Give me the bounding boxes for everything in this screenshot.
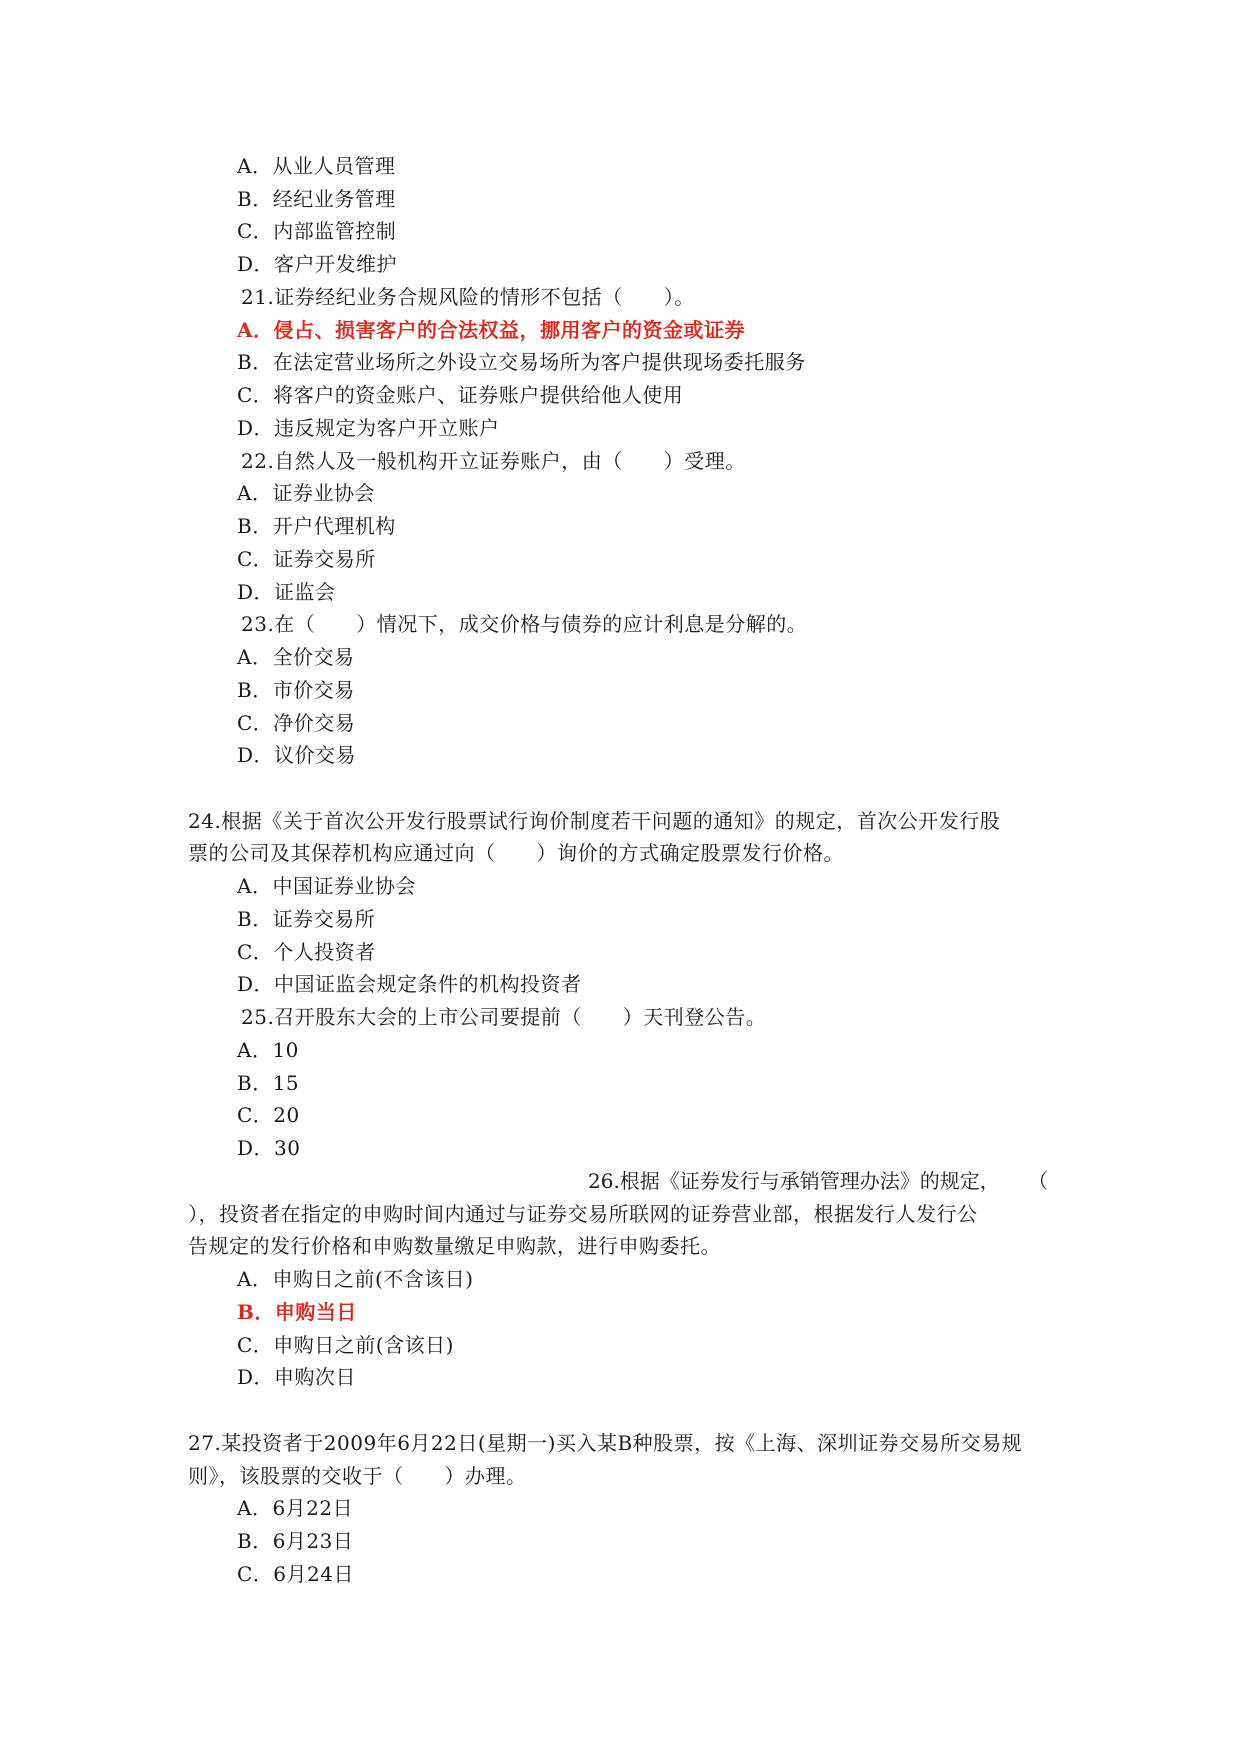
question-27-line-2: 则》，该股票的交收于（ ）办理。 xyxy=(188,1464,527,1488)
option-d: D．申购次日 xyxy=(237,1365,357,1389)
question-27-line-1: 27.某投资者于2009年6月22日(星期一)买入某B种股票，按《上海、深圳证券交易所交易规 xyxy=(188,1431,1023,1455)
question-26-text: 26.根据《证券发行与承销管理办法》的规定， xyxy=(588,1169,1000,1193)
option-b: B．6月23日 xyxy=(237,1529,354,1553)
question-24-line-2: 票的公司及其保荐机构应通过向（ ）询价的方式确定股票发行价格。 xyxy=(188,841,844,865)
option-a: A．中国证券业协会 xyxy=(237,874,416,898)
question-26-paren: （ xyxy=(1028,1169,1048,1193)
question-25: 25.召开股东大会的上市公司要提前（ ）天刊登公告。 xyxy=(241,1005,767,1029)
option-c: C．申购日之前(含该日) xyxy=(237,1333,454,1357)
question-26-line-3: 告规定的发行价格和申购数量缴足申购款，进行申购委托。 xyxy=(188,1234,721,1258)
option-a: A．从业人员管理 xyxy=(237,154,396,178)
option-c: C．个人投资者 xyxy=(237,940,376,964)
option-a: A．全价交易 xyxy=(237,645,355,669)
option-b: B．经纪业务管理 xyxy=(237,187,396,211)
option-a-answer: A．侵占、损害客户的合法权益，挪用客户的资金或证券 xyxy=(237,318,746,342)
option-d: D．客户开发维护 xyxy=(237,252,398,276)
option-b-answer: B．申购当日 xyxy=(237,1300,357,1324)
option-d: D．议价交易 xyxy=(237,743,357,767)
question-21: 21.证券经纪业务合规风险的情形不包括（ ）。 xyxy=(241,285,695,309)
question-23: 23.在（ ）情况下，成交价格与债券的应计利息是分解的。 xyxy=(241,612,808,636)
option-d: D．中国证监会规定条件的机构投资者 xyxy=(237,972,582,996)
option-c: C．6月24日 xyxy=(237,1562,354,1586)
question-24-line-1: 24.根据《关于首次公开发行股票试行询价制度若干问题的通知》的规定，首次公开发行股 xyxy=(188,809,1001,833)
option-c: C．20 xyxy=(237,1103,300,1127)
option-d: D．违反规定为客户开立账户 xyxy=(237,416,500,440)
option-a: A．申购日之前(不含该日) xyxy=(237,1267,474,1291)
option-b: B．在法定营业场所之外设立交易场所为客户提供现场委托服务 xyxy=(237,350,806,374)
option-a: A．6月22日 xyxy=(237,1496,354,1520)
question-26-line-1 xyxy=(188,1168,1048,1194)
option-c: C．证券交易所 xyxy=(237,547,376,571)
option-b: B．开户代理机构 xyxy=(237,514,396,538)
option-c: C．将客户的资金账户、证券账户提供给他人使用 xyxy=(237,383,684,407)
question-26-line-2: ），投资者在指定的申购时间内通过与证券交易所联网的证券营业部，根据发行人发行公 xyxy=(188,1202,978,1226)
question-22: 22.自然人及一般机构开立证券账户，由（ ）受理。 xyxy=(241,449,746,473)
option-c: C．内部监管控制 xyxy=(237,219,397,243)
option-b: B．证券交易所 xyxy=(237,907,376,931)
option-a: A．证券业协会 xyxy=(237,481,375,505)
option-b: B．15 xyxy=(237,1071,300,1095)
option-b: B．市价交易 xyxy=(237,678,355,702)
option-c: C．净价交易 xyxy=(237,711,356,735)
option-d: D．证监会 xyxy=(237,580,336,604)
option-a: A．10 xyxy=(237,1038,299,1062)
option-d: D．30 xyxy=(237,1136,301,1160)
